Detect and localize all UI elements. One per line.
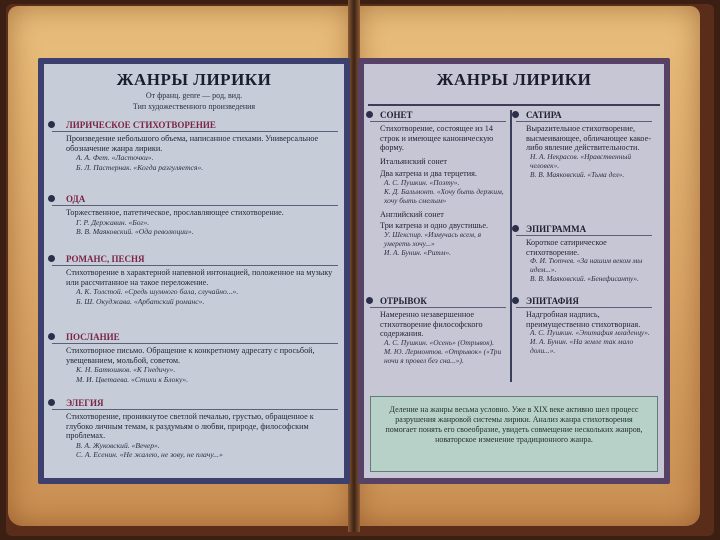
section-text: Намеренно незавершенное стихотворение философского содержания. (380, 309, 483, 339)
example: И. А. Бунин. «На земле так мало доли...». (530, 337, 634, 356)
example: В. В. Маяковский. «Бенефисанту». (530, 274, 639, 284)
section-text: Торжественное, патетическое, прославляющее стихотворение. (66, 207, 284, 217)
page-title: ЖАНРЫ ЛИРИКИ (436, 70, 592, 89)
example: Б. Ш. Окуджава. «Арбатский романс». (76, 296, 205, 306)
subheading: Английский сонет (380, 209, 444, 219)
section-text: Вырazительное стихотворение, высмеивающее, обличающее какое-либо явление действительности. (526, 123, 651, 153)
bullet-icon (512, 225, 519, 232)
subheading: Итальянский сонет (380, 157, 448, 167)
bullet-icon (366, 111, 373, 118)
right-genre-panel (358, 58, 670, 484)
example: В. А. Жуковский. «Вечер». (76, 441, 160, 451)
section-text: Три катрена и одно двустишье. (380, 221, 489, 231)
section-heading: ПОСЛАНИЕ (66, 332, 120, 342)
section-heading: СОНЕТ (380, 110, 413, 120)
example: А. С. Пушкин. «Поэту». (384, 178, 460, 188)
example: Б. Л. Пастернак. «Когда разгуляется». (76, 162, 204, 172)
example: А. С. Пушкин. «Осень» (Отрывок). (384, 338, 495, 348)
section-text: Стихотворное письмо. Обращение к конкретному адресату с просьбой, увещеванием, мольбой, советом. (66, 345, 315, 365)
bullet-icon (512, 297, 519, 304)
bullet-icon (512, 111, 519, 118)
divider (368, 104, 660, 106)
section-heading: ОТРЫВОК (380, 296, 427, 306)
section-romance-song (52, 254, 338, 306)
example: М. Ю. Лермонтов. «Отрывок» («Три ночи я провел без сна...»). (384, 347, 502, 366)
example: В. В. Маяковский. «Тьма дел». (530, 170, 625, 180)
section-fragment (370, 296, 506, 366)
example: Г. Р. Державин. «Бог». (76, 217, 150, 227)
bullet-icon (48, 255, 55, 262)
section-heading: ЭПИТАФИЯ (526, 296, 579, 306)
etymology: От франц. genre — род, вид. (145, 91, 243, 101)
bullet-icon (48, 195, 55, 202)
bullet-icon (48, 121, 55, 128)
page-title: ЖАНРЫ ЛИРИКИ (116, 70, 272, 89)
bullet-icon (48, 399, 55, 406)
example: М. И. Цветаева. «Стихи к Блоку». (76, 374, 189, 384)
example: И. А. Бунин. «Ритм». (384, 248, 452, 258)
section-heading: РОМАНС, ПЕСНЯ (66, 254, 145, 264)
example: Н. А. Некрасов. «Нравственный человек». (530, 152, 632, 171)
section-ode (52, 194, 338, 236)
section-text: Стихотворение в характерной напевной интонацией, положенное на музыку или рассчитанное на такое переложение. (66, 267, 333, 287)
example: Ф. И. Тютчев. «За нашим веком мы идем...». (530, 256, 643, 275)
bullet-icon (48, 333, 55, 340)
section-text: Произведение небольшого объема, написанное стихами. Универсальное обозначение жанра лирики. (66, 133, 319, 153)
section-text: Надгробная надпись, преимущественно стихотворная. (526, 309, 641, 329)
section-text: Короткое сатирическое стихотворение. (526, 237, 607, 257)
definition: Тип художественного произведения (132, 101, 256, 111)
right-header (364, 64, 664, 90)
section-text: Стихотворение, проникнутое светлой печалью, грустью, обращенное к глубоко личным темам, к раздумьям о любви, природе, философским проблемах. (66, 411, 314, 441)
example: К. Д. Бальмонт. «Хочу быть дерзким, хочу быть смелым» (384, 186, 504, 205)
section-epitaph (516, 296, 652, 356)
section-epigram (516, 224, 652, 284)
section-sonnet (370, 110, 506, 258)
section-epistle (52, 332, 338, 384)
example: А. А. Фет. «Ласточки». (76, 153, 154, 163)
section-satire (516, 110, 652, 180)
divider (510, 110, 512, 382)
section-lyric-poem (52, 120, 338, 172)
section-text: Два катрена и два терцетия. (380, 169, 477, 179)
example: С. А. Есенин. «Не жалею, не зову, не плачу...» (76, 450, 223, 460)
left-header (44, 64, 344, 112)
note-text: Деление на жанры весьма условно. Уже в XIX веке активно шел процесс разрушения жанровой системы лирики. Анализ жанра стихотворения помогает понять его своеобразие, увидеть совмещение нескольких жанров, новаторское изменение традиционного жанра. (385, 405, 643, 444)
example: У. Шекспир. «Измучась всем, я умереть хочу...» (384, 230, 482, 249)
section-heading: САТИРА (526, 110, 562, 120)
example: В. В. Маяковский. «Ода революции». (76, 226, 194, 236)
example: А. С. Пушкин. «Эпитафия младенцу». (530, 328, 650, 338)
section-elegy (52, 398, 338, 460)
section-heading: ЭПИГРАММА (526, 224, 587, 234)
section-heading: ЭЛЕГИЯ (66, 398, 104, 408)
left-genre-panel (38, 58, 350, 484)
section-heading: ЛИРИЧЕСКОЕ СТИХОТВОРЕНИЕ (66, 120, 216, 130)
section-heading: ОДА (66, 194, 86, 204)
example: А. К. Толстой. «Средь шумного бала, случайно...». (76, 287, 239, 297)
example: К. Н. Батюшков. «К Гнедичу». (76, 365, 176, 375)
section-text: Стихотворение, состоящее из 14 строк и имеющее каноническую форму. (380, 123, 494, 153)
bullet-icon (366, 297, 373, 304)
note-box (370, 396, 658, 472)
